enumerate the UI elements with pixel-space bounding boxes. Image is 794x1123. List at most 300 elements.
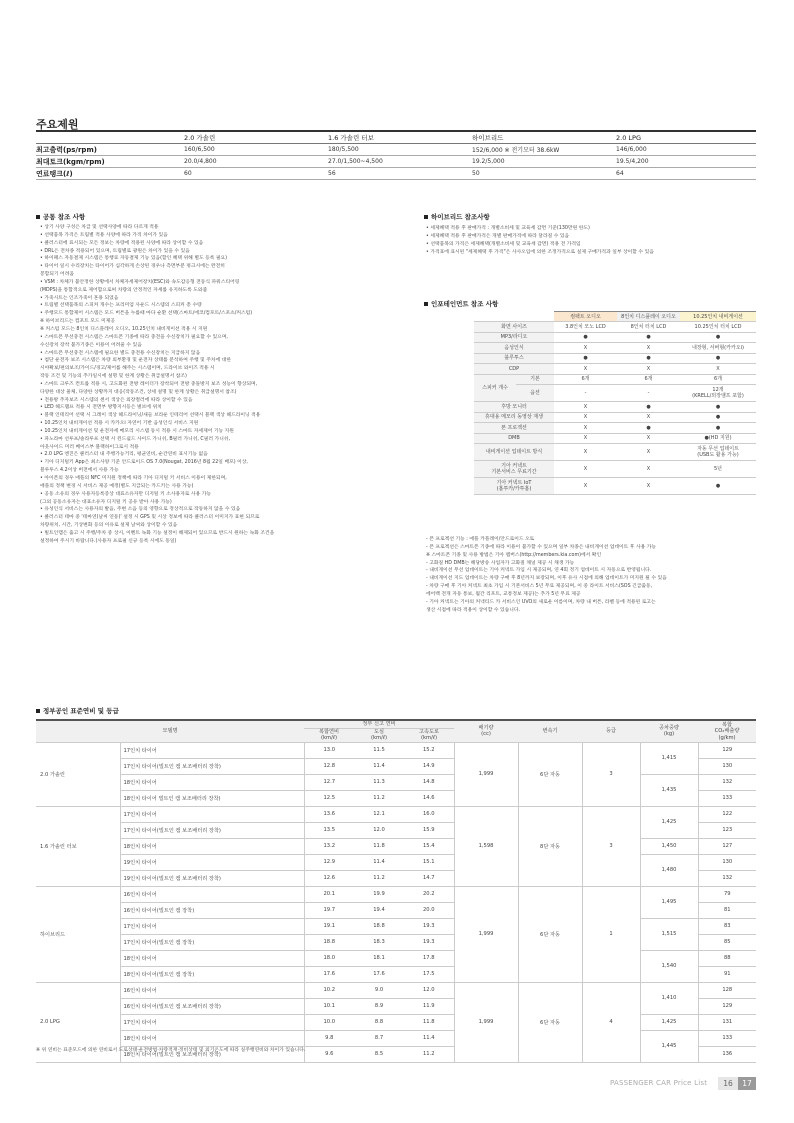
infotainment-row-label-text: 블루투스 [504, 355, 524, 362]
infotainment-cell-value: 자동 무선 업데이트 [697, 446, 739, 452]
infotainment-row [474, 385, 756, 402]
fuel-city: 12.0 [354, 822, 404, 838]
infotainment-note-item: - 폰 프로젝션 기능 : 애플 카플레이/안드로이드 오토 [426, 537, 535, 542]
fuel-co2: 133 [698, 790, 756, 806]
fuel-header-row-1 [36, 720, 756, 728]
fuel-header-weight-unit: (kg) [663, 731, 675, 738]
fuel-weight: 1,450 [640, 838, 698, 854]
infotainment-table [474, 311, 756, 495]
specs-cell: 160/6,500 [180, 144, 324, 156]
fuel-co2: 130 [698, 758, 756, 774]
infotainment-cell-value: ● [646, 403, 651, 410]
fuel-header-weight-label: 공차중량 [658, 724, 680, 731]
specs-header-cell: 2.0 가솔린 [180, 131, 324, 144]
common-note-item: • 파노라마 선루프/솔라루프 선택 시 윈드쉴드 사이드 가니쉬, B필러 가니쉬, C필러 가니쉬, [40, 436, 230, 442]
infotainment-cell-extra: (USB도 활용 가능) [697, 452, 739, 458]
fuel-weight: 1,540 [640, 950, 698, 982]
fuel-row [36, 918, 756, 934]
specs-cell: 27.0/1,500~4,500 [324, 156, 468, 168]
specs-row [36, 168, 756, 180]
fuel-header-combined-label: 복합연비 [318, 728, 340, 735]
infotainment-cell-extra: (KRELL/외장앰프 포함) [692, 393, 744, 399]
infotainment-row-label [474, 353, 554, 364]
common-note-item: 작동 조건 및 기능의 추가일시에 설명 및 한계 상황은 취급설명서 참조) [40, 374, 187, 380]
fuel-weight: 1,435 [640, 774, 698, 806]
infotainment-cell-value: ● [715, 483, 721, 489]
infotainment-cell-value: 6개 [713, 376, 722, 383]
fuel-row [36, 950, 756, 966]
common-note-item: • 스마트폰 무선충전 시스템은 스마트폰 기종에 따라 충전을 수신장치가 필요할 수 있으며, [40, 334, 228, 340]
common-notes-title [36, 212, 85, 221]
infotainment-cell [680, 364, 756, 375]
fuel-city: 8.8 [354, 1014, 404, 1030]
fuel-combined: 9.6 [304, 1046, 354, 1062]
common-note-item: • 트림별 선택품목의 스피커 개수는 프리미엄 사운드 시스템의 스피커 총 수량 [40, 303, 202, 309]
infotainment-note-item: ※ 스마트폰 기종 및 사용 방법은 기아 멤버스(http://members.kia.com)에서 확인 [426, 552, 602, 558]
fuel-weight: 1,445 [640, 1030, 698, 1062]
infotainment-cell [680, 444, 756, 461]
fuel-highway: 15.4 [404, 838, 454, 854]
common-note-item: • 블랙 인테리어 선택 시 그레이 색상 헤드라이닝/새들 브라운 인테리어 선택시 블랙 색상 헤드라이닝 적용 [40, 413, 261, 419]
common-notes-list [40, 224, 385, 546]
common-note-item: • DRL은 전차종 적용되어 있으며, 트림별로 광원은 차이가 있을 수 있음 [40, 248, 190, 254]
infotainment-cell [554, 402, 617, 413]
fuel-city: 8.9 [354, 998, 404, 1014]
common-note-item: 시야확보/편의보조/가이드/경고/제어를 해주는 시스템이며, 드라이브 와이즈 적용 시 [40, 366, 215, 372]
common-note-item: • 선택품목 가격은 트림별 적용 사양에 따라 가격 차이가 있음 [40, 232, 168, 238]
infotainment-cell [617, 374, 680, 385]
fuel-city: 11.8 [354, 838, 404, 854]
infotainment-row [474, 478, 756, 495]
fuel-tire: 16인치 타이어 [120, 886, 304, 902]
fuel-highway: 14.8 [404, 774, 454, 790]
fuel-tire: 17인치 타이어 [120, 1014, 304, 1030]
infotainment-header-row [474, 312, 756, 322]
fuel-highway: 19.3 [404, 934, 454, 950]
infotainment-cell-value: 6개 [644, 376, 653, 383]
infotainment-cell [554, 322, 617, 333]
infotainment-cell [680, 461, 756, 478]
common-note-item: 차량위치, 시간, 기상변화 등의 이유로 설제 날씨와 상이할 수 있음 [40, 523, 178, 529]
infotainment-row-label-text: 음성인식 [504, 344, 524, 351]
infotainment-cell [617, 478, 680, 495]
fuel-weight: 1,415 [640, 742, 698, 774]
fuel-footnote: ※ 위 연비는 표준모드에 의한 연비로서 도로상태·운전방법·차량적재·정비상태 및 외기온도에 따라 실주행연비와 차이가 있습니다. [36, 1048, 306, 1053]
fuel-header-weight [640, 720, 698, 742]
fuel-highway: 16.0 [404, 806, 454, 822]
hybrid-note-item: • 선택품목의 가격은 세제혜택(개별소비세 및 교육세 감면) 적용 전 가격임 [426, 241, 581, 247]
infotainment-cell [617, 412, 680, 423]
infotainment-row [474, 444, 756, 461]
square-bullet-icon [424, 215, 428, 219]
infotainment-header-blank [474, 312, 554, 322]
infotainment-cell [617, 353, 680, 364]
infotainment-row-label [474, 444, 554, 461]
infotainment-cell-value: 8인치 터치 LCD [630, 323, 667, 330]
fuel-table-title [36, 706, 119, 715]
fuel-combined: 13.5 [304, 822, 354, 838]
fuel-tire: 16인치 타이어 [120, 982, 304, 998]
specs-header-row [36, 131, 756, 144]
fuel-combined: 12.8 [304, 758, 354, 774]
infotainment-row-label [474, 343, 554, 354]
fuel-displacement: 1,999 [454, 886, 518, 982]
fuel-tire: 17인치 타이어(빌트인 캠 장착) [120, 934, 304, 950]
fuel-city: 11.4 [354, 758, 404, 774]
specs-title: 주요제원 [36, 118, 79, 131]
fuel-combined: 12.5 [304, 790, 354, 806]
infotainment-row [474, 412, 756, 423]
fuel-combined: 10.1 [304, 998, 354, 1014]
infotainment-cell [680, 322, 756, 333]
hybrid-notes-title-text: 하이브리드 참조사항 [431, 213, 490, 221]
infotainment-cell-value: X [646, 449, 651, 455]
infotainment-cell-value: 3.8인치 모노 LCD [565, 323, 606, 330]
fuel-city: 19.9 [354, 886, 404, 902]
hybrid-note-item: • 가격표에 표시된 "세제혜택 후 가격"은 사사오입에 의한 조정가격으로 실제 구매가격과 일부 상이할 수 있음 [426, 249, 654, 255]
fuel-combined: 18.8 [304, 934, 354, 950]
common-note-item: • 스마트폰 무선충전 시스템에 필요한 별도 충전용 수신장치는 지급하지 않음 [40, 350, 201, 356]
infotainment-row-label [474, 364, 554, 375]
infotainment-cell [680, 423, 756, 434]
footer-label: PASSENGER CAR Price List [610, 1079, 708, 1087]
infotainment-row [474, 343, 756, 354]
infotainment-cell-value: X [583, 424, 588, 431]
common-note-item: • 첨단 운전자 보조 시스템은 차량 외부환경 및 운전자 상태를 분석하여 주행 및 주차에 대한 [40, 358, 231, 364]
common-note-item: • 클러스터에 표시되는 모든 정보는 차량에 적용된 사양에 따라 상이할 수 있음 [40, 240, 204, 246]
infotainment-note-item: - 내비게이션 무선 업데이트는 기아 커넥트 가입 시 제공되며, 연 4회 정기 업데이트 시 자동으로 반영됩니다. [426, 568, 652, 574]
infotainment-cell [680, 412, 756, 423]
fuel-tire: 19인치 타이어(빌트인 캠 보조배터리 장착) [120, 870, 304, 886]
infotainment-cell [680, 353, 756, 364]
fuel-weight: 1,495 [640, 886, 698, 918]
fuel-row [36, 1014, 756, 1030]
common-note-item: • 기아 디지털키 App은 최소사양 기준 안드로이드 OS 7.0(Nougat, 2016년 8월 22일 배포) 이상, [40, 460, 248, 466]
fuel-highway: 20.2 [404, 886, 454, 902]
fuel-co2: 132 [698, 774, 756, 790]
fuel-city: 11.2 [354, 790, 404, 806]
fuel-model-name: 2.0 가솔린 [36, 742, 120, 806]
fuel-co2: 122 [698, 806, 756, 822]
fuel-tire: 17인치 타이어(빌트인 캠 보조배터리 장착) [120, 822, 304, 838]
fuel-row [36, 742, 756, 758]
fuel-tire: 18인치 타이어 빌트인 캠 보조배터리 장착) [120, 790, 304, 806]
fuel-row [36, 854, 756, 870]
fuel-co2: 83 [698, 918, 756, 934]
specs-table [36, 130, 756, 180]
fuel-header-co2 [698, 720, 756, 742]
common-note-item: 아웃사이드 미러 베이스부 블랙하이그로시 적용 [40, 444, 139, 450]
infotainment-cell [554, 343, 617, 354]
infotainment-cell [617, 385, 680, 402]
infotainment-cell-value: X [646, 483, 651, 489]
common-note-item: • 2.0 LPG 엔진은 클러스터 내 주행가능거리, 평균연비, 순간연비 표시기능 없음 [40, 452, 208, 458]
common-note-item: (MDPS)을 통합적으로 제어함으로써 차량의 안정적인 자세를 유지하도록 도와줌 [40, 287, 208, 293]
infotainment-cell-value: 5년 [713, 466, 722, 472]
fuel-highway: 11.8 [404, 1014, 454, 1030]
infotainment-cell [554, 412, 617, 423]
fuel-header-displacement [454, 720, 518, 742]
fuel-city: 18.1 [354, 950, 404, 966]
fuel-header-combined-unit: (km/ℓ) [321, 735, 338, 741]
specs-header-cell: 2.0 LPG [612, 131, 756, 144]
fuel-weight: 1,425 [640, 1014, 698, 1030]
fuel-co2: 91 [698, 966, 756, 982]
fuel-highway: 14.6 [404, 790, 454, 806]
infotainment-group-label: 스피커 개수 [474, 374, 516, 402]
infotainment-row-label-text-2: 기본서비스 무료기간 [491, 469, 537, 475]
infotainment-row [474, 332, 756, 343]
infotainment-note-item: 생산 시점에 따라 적용이 상이할 수 있습니다. [426, 607, 521, 613]
fuel-table-body [36, 742, 756, 1062]
specs-cell: 20.0/4,800 [180, 156, 324, 168]
infotainment-notes-list [426, 536, 766, 614]
fuel-transmission: 8단 자동 [518, 806, 582, 886]
infotainment-cell-value: X [646, 466, 651, 472]
common-note-item: • 스마트 크루즈 컨트롤 적용 시, 고도화된 전방 레이더가 장착되어 전방 충돌방지 보조 성능이 향상되며, [40, 381, 258, 387]
common-note-item: • 클러스터 테마 중 '테마연(날씨 연동)' 설정 시 GPS 및 시상 정보에 따라 클러스터 이미지가 표현 되므로 [40, 515, 260, 521]
fuel-tire: 18인치 타이어 [120, 1030, 304, 1046]
fuel-weight: 1,425 [640, 806, 698, 838]
fuel-co2: 129 [698, 742, 756, 758]
fuel-tire: 18인치 타이어 [120, 774, 304, 790]
fuel-co2: 133 [698, 1030, 756, 1046]
infotainment-cell-value: ● [715, 414, 721, 421]
infotainment-row-label-text: 기아 커넥트 IoT [496, 480, 532, 486]
infotainment-cell-value: ● [715, 334, 721, 341]
infotainment-cell [617, 461, 680, 478]
infotainment-note-item: - 내비게이션 지도 업데이트는 차량 구매 후 8년까지 보장되며, 이후 유사 시점에 의해 업데이트가 미지원 될 수 있음 [426, 576, 667, 582]
specs-cell: 64 [612, 168, 756, 180]
fuel-row [36, 886, 756, 902]
fuel-combined: 19.1 [304, 918, 354, 934]
fuel-tire: 18인치 타이어(빌트인 캠 장착) [120, 966, 304, 982]
square-bullet-icon [36, 215, 40, 219]
fuel-city: 11.2 [354, 870, 404, 886]
common-note-item: • 주행모드 통합제어 시스템은 모드 버튼을 누를때 마다 순환 선택(스마트/에코/컴포트/스포츠/커스텀) [40, 311, 253, 317]
infotainment-cell [554, 423, 617, 434]
common-note-item: • 가죽시트는 인조가죽이 혼용 되었음 [40, 295, 119, 301]
infotainment-cell-value: ● [646, 334, 651, 341]
infotainment-row-label [474, 478, 554, 495]
infotainment-cell-value: X [646, 435, 651, 442]
fuel-grade: 3 [582, 742, 640, 806]
common-note-item: • VSM : 차체가 불안정한 상황에서 차체자세제어장치(ESC)와 속도감응형 전동식 파워스티어링 [40, 279, 240, 285]
fuel-highway: 15.2 [404, 742, 454, 758]
fuel-header-co2-label-2: CO₂배출량 [714, 728, 740, 734]
common-note-item: 설정하여 주시기 바랍니다.(사용자 프로필 신규 등록 시에도 동일) [40, 538, 177, 544]
infotainment-cell-value: 12개 [712, 387, 724, 393]
fuel-highway: 20.0 [404, 902, 454, 918]
fuel-economy-table [36, 719, 756, 1063]
fuel-weight: 1,480 [640, 854, 698, 886]
fuel-grade: 1 [582, 886, 640, 982]
infotainment-cell [554, 364, 617, 375]
fuel-city: 17.6 [354, 966, 404, 982]
fuel-co2: 132 [698, 870, 756, 886]
common-notes-title-text: 공통 참조 사항 [43, 213, 86, 221]
fuel-highway: 15.1 [404, 854, 454, 870]
infotainment-cell-value: X [646, 365, 651, 372]
fuel-row [36, 806, 756, 822]
infotainment-cell-value: X [716, 365, 720, 372]
fuel-combined: 9.8 [304, 1030, 354, 1046]
fuel-highway: 17.8 [404, 950, 454, 966]
fuel-city: 11.3 [354, 774, 404, 790]
fuel-city: 18.3 [354, 934, 404, 950]
fuel-combined: 13.6 [304, 806, 354, 822]
infotainment-cell [617, 322, 680, 333]
infotainment-row [474, 461, 756, 478]
infotainment-column-header: 10.25인치 내비게이션 [680, 312, 756, 322]
specs-body [36, 144, 756, 180]
fuel-header-co2-unit: (g/km) [718, 734, 736, 741]
page-number-right: 17 [738, 1077, 756, 1090]
infotainment-row-label [474, 412, 554, 423]
infotainment-row-label-text: 기아 커넥트 [501, 463, 527, 469]
fuel-city: 18.8 [354, 918, 404, 934]
common-note-item: • 유성인식 서비스는 사용자의 발음, 주변 소음 등의 영향으로 정상적으로 작동하지 않을 수 있음 [40, 507, 241, 513]
fuel-combined: 17.6 [304, 966, 354, 982]
infotainment-cell [554, 374, 617, 385]
infotainment-cell [554, 461, 617, 478]
infotainment-row [474, 433, 756, 444]
infotainment-cell [617, 423, 680, 434]
fuel-city: 8.7 [354, 1030, 404, 1046]
infotainment-cell [680, 343, 756, 354]
fuel-displacement: 1,598 [454, 806, 518, 886]
infotainment-note-item: - 고화질 HD DMB는 해당방송 사업자가 고화질 채널 제공 시 채생 가능 [426, 560, 575, 566]
page-number-left: 16 [718, 1077, 738, 1090]
specs-row [36, 144, 756, 156]
fuel-grade: 4 [582, 982, 640, 1062]
fuel-tire: 16인치 타이어(빌트인 캠 장착) [120, 902, 304, 918]
infotainment-cell [680, 478, 756, 495]
infotainment-row-label-text: 후방 모니터 [501, 403, 527, 410]
infotainment-row-label-text: MP3/라디오 [500, 334, 528, 341]
infotainment-row-label-text-2: (홈투카/카투홈) [496, 486, 532, 492]
fuel-transmission: 6단 자동 [518, 886, 582, 982]
infotainment-column-header: 컴팩트 오디오 [554, 312, 617, 322]
common-note-item: 블루투스 4.2이상 버전에서 사용 가능 [40, 468, 119, 474]
infotainment-cell-value: X [583, 449, 588, 455]
fuel-displacement: 1,999 [454, 742, 518, 806]
fuel-displacement: 1,999 [454, 982, 518, 1062]
fuel-tire: 17인치 타이어 [120, 742, 304, 758]
fuel-header-displacement-unit: (cc) [481, 731, 491, 738]
infotainment-cell [554, 353, 617, 364]
fuel-co2: 128 [698, 982, 756, 998]
infotainment-row [474, 402, 756, 413]
infotainment-cell-value: - [647, 390, 650, 396]
fuel-highway: 11.9 [404, 998, 454, 1014]
fuel-header-displacement-label: 배기량 [478, 724, 494, 731]
infotainment-cell-value: X [583, 403, 588, 410]
fuel-tire: 16인치 타이어(빌트인 캠 보조배터리 장착) [120, 998, 304, 1014]
fuel-highway: 19.3 [404, 918, 454, 934]
infotainment-cell-value: ● [646, 355, 651, 362]
infotainment-cell [554, 385, 617, 402]
fuel-model-name: 1.6 가솔린 터보 [36, 806, 120, 886]
common-note-item: • 전용방 추자보조 시스템의 센서 색상은 외장컬러에 따라 상이할 수 있음 [40, 397, 193, 403]
infotainment-cell [680, 433, 756, 444]
infotainment-cell-value: X [583, 344, 588, 351]
square-bullet-icon [424, 302, 428, 306]
hybrid-notes-title [424, 212, 490, 221]
common-note-item: (그외 공동소유자는 대표소유자 디지털 키 공유 받아 사용 가능) [40, 499, 172, 505]
infotainment-cell [617, 332, 680, 343]
fuel-city: 11.5 [354, 742, 404, 758]
infotainment-cell [617, 364, 680, 375]
infotainment-row-label [474, 322, 554, 333]
fuel-city: 8.5 [354, 1046, 404, 1062]
fuel-grade: 3 [582, 806, 640, 886]
infotainment-row-label-text: 휴대용 메모리 동영상 재생 [485, 414, 543, 421]
infotainment-row-label [474, 423, 554, 434]
infotainment-cell [617, 343, 680, 354]
infotainment-row-label [474, 461, 554, 478]
fuel-co2: 88 [698, 950, 756, 966]
infotainment-cell-value: X [583, 414, 588, 421]
specs-cell: 19.2/5,000 [468, 156, 612, 168]
fuel-header-transmission: 변속기 [518, 720, 582, 742]
fuel-city: 11.4 [354, 854, 404, 870]
infotainment-cell [617, 444, 680, 461]
infotainment-cell [554, 332, 617, 343]
fuel-co2: 136 [698, 1046, 756, 1062]
common-note-item: • 아이폰의 경우 애플의 NFC 미지원 정책에 따라 기아 디지털 키 서비스 이용이 제한되며, [40, 476, 227, 481]
infotainment-cell [554, 444, 617, 461]
fuel-combined: 12.6 [304, 870, 354, 886]
fuel-header-city-label: 도심 [374, 728, 385, 735]
infotainment-title-text: 인포테인먼트 참조 사항 [431, 300, 499, 308]
fuel-co2: 85 [698, 934, 756, 950]
specs-row-label: 최대토크(kgm/rpm) [36, 156, 180, 168]
specs-cell: 60 [180, 168, 324, 180]
fuel-header-highway-label: 고속도로 [418, 728, 440, 735]
fuel-co2: 131 [698, 1014, 756, 1030]
infotainment-row-label [474, 332, 554, 343]
fuel-tire: 17인치 타이어 [120, 918, 304, 934]
fuel-combined: 19.7 [304, 902, 354, 918]
fuel-transmission: 6단 자동 [518, 982, 582, 1062]
infotainment-cell-value: X [583, 483, 588, 489]
specs-cell: 180/5,500 [324, 144, 468, 156]
fuel-transmission: 6단 자동 [518, 742, 582, 806]
infotainment-cell [680, 402, 756, 413]
fuel-row [36, 838, 756, 854]
infotainment-row-label: 옵션 [516, 385, 554, 402]
infotainment-cell-value: ● [583, 334, 588, 341]
hybrid-note-item: • 세제혜택 적용 후 판매가격은 개별 판매가격에 따라 달라질 수 있음 [426, 233, 570, 239]
fuel-tire: 18인치 타이어 [120, 950, 304, 966]
infotainment-note-item: - 차량 구매 후 기아 커넥트 최초 가입 시 기본서비스 5년 무료 제공되며, 이 중 라이트 서비스(SOS 긴급출동, [426, 584, 653, 590]
square-bullet-icon [36, 709, 40, 713]
infotainment-row [474, 374, 756, 385]
common-note-item: • 공동 소유의 경우 사용자등록증상 대표소유자만 디지털 키 소사용자로 사용 가능 [40, 491, 211, 497]
specs-header-cell: 1.6 가솔린 터보 [324, 131, 468, 144]
fuel-tire: 17인치 타이어(빌트인 캠 보조배터리 장착) [120, 758, 304, 774]
infotainment-cell [617, 433, 680, 444]
fuel-co2: 129 [698, 998, 756, 1014]
fuel-highway: 14.9 [404, 758, 454, 774]
infotainment-cell [617, 402, 680, 413]
fuel-row [36, 774, 756, 790]
specs-row [36, 156, 756, 168]
infotainment-cell [680, 385, 756, 402]
infotainment-cell-value: ● [715, 403, 721, 410]
fuel-tire: 18인치 타이어 [120, 838, 304, 854]
